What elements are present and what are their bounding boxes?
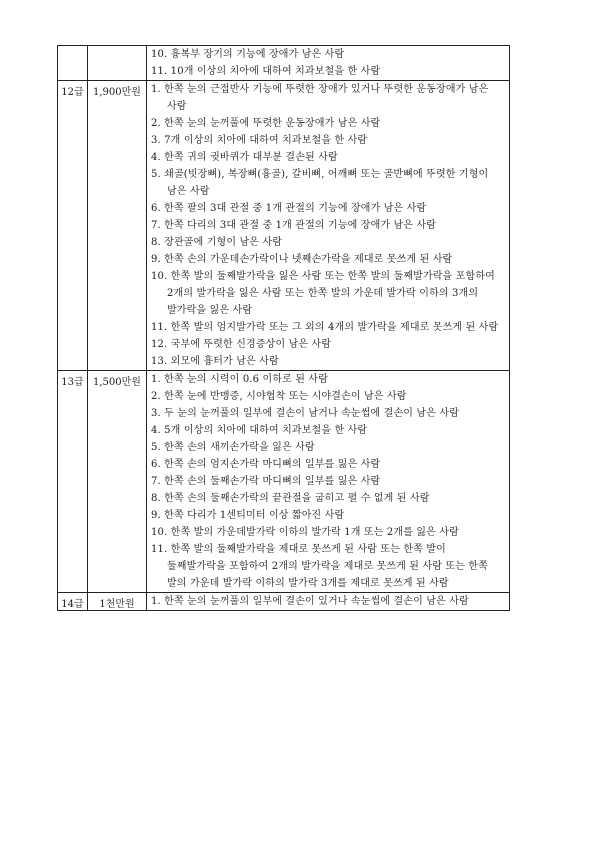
disability-item: 10. 흉복부 장기의 기능에 장애가 남은 사람: [151, 49, 345, 60]
grade-label: [58, 46, 87, 48]
disability-item: 1. 한쪽 눈의 근접반사 기능에 뚜렷한 장애가 있거나 뚜렷한 운동장애가 남은 사람: [151, 84, 489, 112]
disability-items-cell: [147, 593, 510, 611]
table-row: [58, 46, 510, 81]
disability-item: 6. 한쪽 손의 엄지손가락 마디뼈의 일부를 잃은 사람: [151, 459, 381, 470]
disability-item: 2. 한쪽 눈에 반맹증, 시야협착 또는 시야결손이 남은 사람: [151, 391, 407, 402]
disability-item: 1. 한쪽 눈의 시력이 0.6 이하로 된 사람: [151, 374, 329, 385]
disability-items-cell: [147, 81, 510, 371]
compensation-amount: 1,500만원: [93, 377, 141, 388]
table-row: [58, 81, 510, 371]
disability-item: 7. 한쪽 손의 둘째손가락 마디뼈의 일부를 잃은 사람: [151, 476, 381, 487]
amount-cell: [88, 371, 147, 593]
disability-item: 9. 한쪽 다리가 1센티미터 이상 짧아진 사람: [151, 510, 345, 521]
disability-item: 4. 5개 이상의 치아에 대하여 치과보철을 한 사람: [151, 425, 368, 436]
compensation-amount: [88, 46, 146, 48]
disability-item: 3. 두 눈의 눈꺼풀의 일부에 결손이 남거나 속눈썹에 결손이 남은 사람: [151, 408, 459, 419]
disability-item: 5. 쇄골(빗장뼈), 복장뼈(흉골), 갈비뼈, 어깨뼈 또는 골반뼈에 뚜렷한 기형이 남은 사람: [151, 169, 489, 197]
grade-cell: [58, 81, 88, 371]
disability-item: 10. 한쪽 발의 둘째발가락을 잃은 사람 또는 한쪽 발의 둘째발가락을 포함하여 2개의 발가락을 잃은 사람 또는 한쪽 발의 가운데 발가락 이하의 3개의 발가락을 잃은 사람: [151, 271, 495, 316]
disability-item: 12. 국부에 뚜렷한 신경증상이 남은 사람: [151, 339, 332, 350]
compensation-amount: 1천만원: [99, 599, 135, 610]
compensation-amount: 1,900만원: [93, 87, 141, 98]
grade-cell: [58, 371, 88, 593]
disability-items-cell: [147, 46, 510, 81]
table-body: [58, 46, 510, 611]
disability-item: 9. 한쪽 손의 가운데손가락이나 넷째손가락을 제대로 못쓰게 된 사람: [151, 254, 453, 265]
disability-item: 8. 장관골에 기형이 남은 사람: [151, 237, 283, 248]
disability-item: 10. 한쪽 발의 가운데발가락 이하의 발가락 1개 또는 2개를 잃은 사람: [151, 527, 459, 538]
disability-item: 8. 한쪽 손의 둘째손가락의 끝관절을 굽히고 펼 수 없게 된 사람: [151, 493, 430, 504]
grade-label: 14급: [61, 599, 84, 610]
disability-item: 6. 한쪽 팔의 3대 관절 중 1개 관절의 기능에 장애가 남은 사람: [151, 203, 427, 214]
disability-item: 4. 한쪽 귀의 귓바퀴가 대부분 결손된 사람: [151, 152, 338, 163]
disability-item: 11. 한쪽 발의 둘째발가락을 제대로 못쓰게 된 사람 또는 한쪽 발이 둘째발가락을 포함하여 2개의 발가락을 제대로 못쓰게 된 사람 또는 한쪽 발의 가운데 발가락 이하의 발가락 3개를 제대로 못쓰게 된 사람: [151, 544, 488, 589]
amount-cell: [88, 81, 147, 371]
disability-item: 7. 한쪽 다리의 3대 관절 중 1개 관절의 기능에 장애가 남은 사람: [151, 220, 437, 231]
table-row: [58, 593, 510, 611]
disability-item: 3. 7개 이상의 치아에 대하여 치과보철을 한 사람: [151, 135, 368, 146]
disability-item: 11. 10개 이상의 치아에 대하여 치과보철을 한 사람: [151, 66, 381, 77]
grade-cell: [58, 593, 88, 611]
grade-cell: [58, 46, 88, 81]
grade-label: 12급: [61, 87, 84, 98]
disability-item: 2. 한쪽 눈의 눈꺼풀에 뚜렷한 운동장애가 남은 사람: [151, 118, 381, 129]
grade-label: 13급: [61, 377, 84, 388]
amount-cell: [88, 46, 147, 81]
disability-item: 5. 한쪽 손의 새끼손가락을 잃은 사람: [151, 442, 315, 453]
disability-item: 13. 외모에 흉터가 남은 사람: [151, 356, 279, 367]
disability-item: 11. 한쪽 발의 엄지발가락 또는 그 외의 4개의 발가락을 제대로 못쓰게 된 사람: [151, 322, 499, 333]
disability-grade-table: [57, 45, 510, 611]
disability-item: 1. 한쪽 눈의 눈꺼풀의 일부에 결손이 있거나 속눈썹에 결손이 남은 사람: [151, 596, 469, 607]
table-row: [58, 371, 510, 593]
amount-cell: [88, 593, 147, 611]
disability-items-cell: [147, 371, 510, 593]
